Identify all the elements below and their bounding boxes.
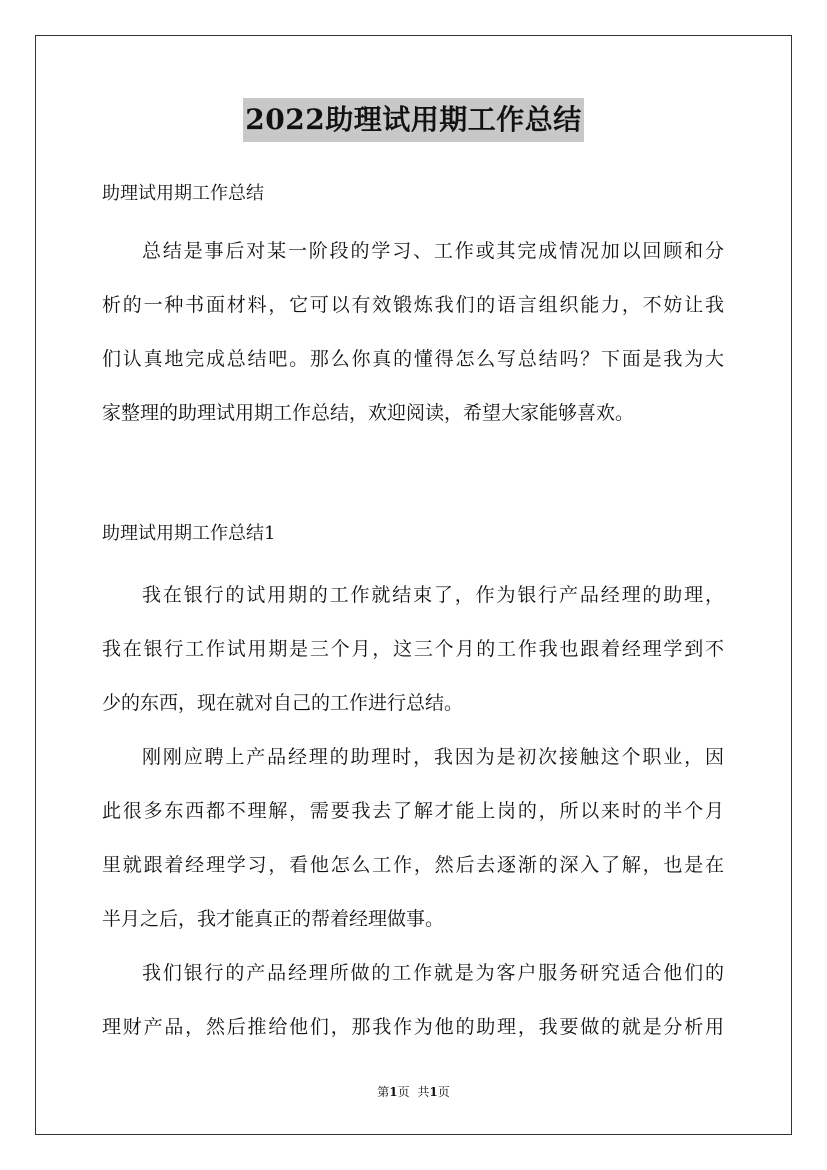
paragraph-line: 理财产品，然后推给他们，那我作为他的助理，我要做的就是分析用 [102,1016,724,1038]
paragraph-line: 我在银行的试用期的工作就结束了，作为银行产品经理的助理， [142,584,724,606]
paragraph-line: 半月之后，我才能真正的帮着经理做事。 [102,908,445,930]
paragraph-line: 少的东西，现在就对自己的工作进行总结。 [102,692,464,714]
footer-prefix: 第 [377,1085,390,1099]
paragraph-line: 我们银行的产品经理所做的工作就是为客户服务研究适合他们的 [142,962,724,984]
paragraph-line: 里就跟着经理学习，看他怎么工作，然后去逐渐的深入了解，也是在 [102,854,724,876]
paragraph-line: 我在银行工作试用期是三个月，这三个月的工作我也跟着经理学到不 [102,638,724,660]
paragraph-line: 此很多东西都不理解，需要我去了解才能上岗的，所以来时的半个月 [102,800,724,822]
footer-page-unit: 页 [397,1085,410,1099]
paragraph-1 [102,568,724,730]
footer-total-unit: 页 [437,1085,450,1099]
paragraph-3 [102,946,724,1054]
footer-page-number: 1 [389,1085,398,1099]
section-heading: 助理试用期工作总结1 [102,523,276,544]
footer-total-pages: 1 [429,1085,438,1099]
intro-paragraph [102,224,724,440]
document-body [102,170,724,1054]
intro-line: 家整理的助理试用期工作总结，欢迎阅读，希望大家能够喜欢。 [102,402,635,424]
intro-line: 析的一种书面材料，它可以有效锻炼我们的语言组织能力，不妨让我 [102,294,724,316]
footer-total-prefix: 共 [417,1085,430,1099]
intro-line: 们认真地完成总结吧。那么你真的懂得怎么写总结吗？下面是我为大 [102,348,724,370]
document-title-text: 2022助理试用期工作总结 [243,98,583,142]
intro-line: 总结是事后对某一阶段的学习、工作或其完成情况加以回顾和分 [142,240,724,262]
document-title [0,98,827,142]
document-subtitle: 助理试用期工作总结 [102,183,264,204]
paragraph-line: 刚刚应聘上产品经理的助理时，我因为是初次接触这个职业，因 [142,746,724,768]
paragraph-2 [102,730,724,946]
page-footer [0,1083,827,1100]
